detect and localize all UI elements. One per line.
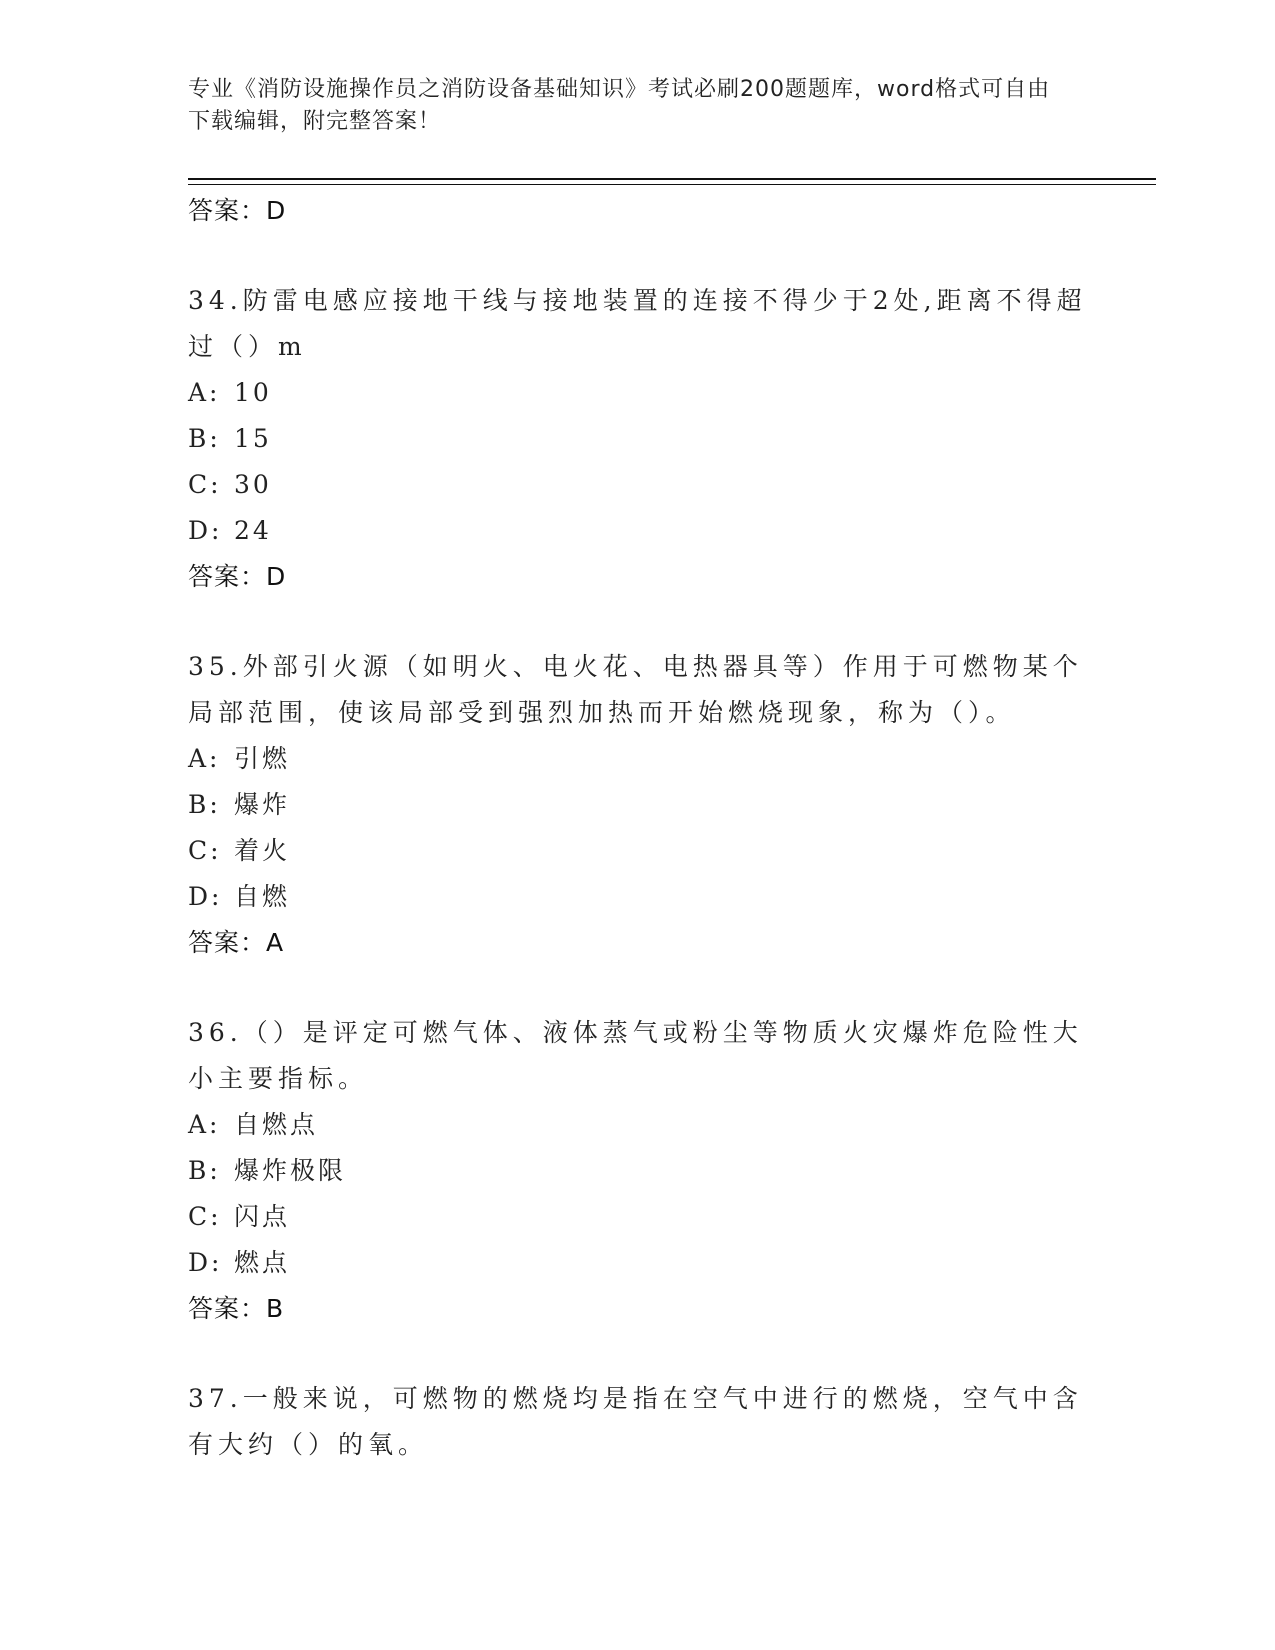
option-key: D: [188,1248,223,1277]
question-list [188,188,1088,1468]
header-divider-thin [188,184,1156,185]
question-text: 37.一般来说，可燃物的燃烧均是指在空气中进行的燃烧，空气中含有大约（）的氧。 [188,1384,1083,1459]
option-key: B: [188,790,221,819]
question-text: 36.（）是评定可燃气体、液体蒸气或粉尘等物质火灾爆炸危险性大小主要指标。 [188,1018,1083,1093]
option-key: B: [188,1156,221,1185]
option-b [188,416,1088,462]
option-key: B: [188,424,221,453]
option-d [188,874,1088,920]
option-d [188,508,1088,554]
answer-line: 答案：D [188,562,287,591]
header-divider [188,178,1156,180]
option-key: A: [188,744,221,773]
option-value: 燃点 [234,1248,291,1277]
option-value: 自燃 [234,882,291,911]
option-value: 自燃点 [234,1110,319,1139]
option-value: 闪点 [234,1202,291,1231]
answer-line: 答案：B [188,1294,285,1323]
option-b [188,1148,1088,1194]
option-value: 爆炸 [234,790,291,819]
option-a [188,1102,1088,1148]
option-key: C: [188,836,222,865]
question-text: 35.外部引火源（如明火、电火花、电热器具等）作用于可燃物某个局部范围，使该局部受到强烈加热而开始燃烧现象，称为（）。 [188,652,1083,727]
option-key: C: [188,470,222,499]
option-a [188,370,1088,416]
question-text: 34.防雷电感应接地干线与接地装置的连接不得少于2处,距离不得超过（）m [188,286,1087,361]
option-c [188,462,1088,508]
answer-line: 答案：D [188,196,287,225]
option-key: D: [188,516,223,545]
option-c [188,828,1088,874]
answer-line: 答案：A [188,928,285,957]
option-value: 30 [234,470,272,499]
option-key: D: [188,882,223,911]
option-b [188,782,1088,828]
option-key: A: [188,1110,221,1139]
option-c [188,1194,1088,1240]
option-key: C: [188,1202,222,1231]
option-value: 爆炸极限 [234,1156,347,1185]
option-value: 24 [234,516,272,545]
option-value: 引燃 [234,744,291,773]
option-value: 10 [234,378,272,407]
option-value: 着火 [234,836,291,865]
document-header: 专业《消防设施操作员之消防设备基础知识》考试必刷200题题库，word格式可自由下载编辑，附完整答案！ [188,77,1051,134]
option-key: A: [188,378,221,407]
option-value: 15 [234,424,272,453]
option-d [188,1240,1088,1286]
option-a [188,736,1088,782]
